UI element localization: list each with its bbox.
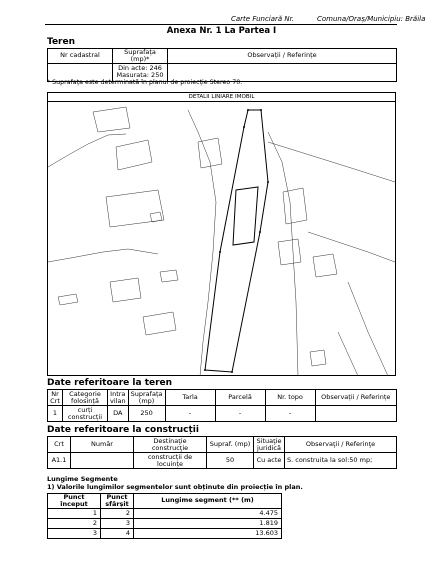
col-intravilan: Intra vilan bbox=[108, 390, 129, 406]
cadastral-map bbox=[48, 102, 395, 376]
constr-situatie-cell: Cu acte bbox=[254, 453, 285, 469]
punct-sfarsit-cell: 4 bbox=[101, 528, 134, 538]
parcel-vertex bbox=[267, 181, 269, 183]
col-observatii: Observații / Referințe bbox=[315, 390, 396, 406]
parcel-vertex bbox=[219, 251, 221, 253]
date-teren-heading: Date referitoare la teren bbox=[47, 378, 173, 388]
lungime-cell: 4.475 bbox=[134, 508, 282, 518]
masurata-value: Masurata: 250 bbox=[116, 71, 164, 80]
col-categorie: Categorie folosință bbox=[63, 390, 108, 406]
neighbor-parcel-line bbox=[338, 332, 358, 376]
col-observatii: Observații / Referințe bbox=[168, 49, 397, 64]
table-row bbox=[48, 518, 282, 528]
constr-observatii-cell: S. construita la sol:50 mp; bbox=[285, 453, 397, 469]
constr-supraf-cell: 50 bbox=[207, 453, 254, 469]
comuna-label: Comuna/Oraș/Municipiu: Brăila bbox=[317, 15, 426, 23]
neighbor-parcel-line bbox=[348, 282, 388, 376]
parcel-vertex bbox=[243, 126, 245, 128]
parcel-vertex bbox=[260, 109, 262, 111]
punct-inceput-cell: 3 bbox=[48, 528, 101, 538]
col-tarla: Tarla bbox=[165, 390, 215, 406]
col-observatii: Observaţii / Referinţe bbox=[285, 437, 397, 453]
col-nr-crt: Nr Crt bbox=[48, 390, 63, 406]
parcel-vertex bbox=[247, 109, 249, 111]
header-divider bbox=[45, 24, 397, 25]
teren-nr-cell: 1 bbox=[48, 406, 63, 422]
stereo-note: * Suprafața este determinată în planul de proiecție Stereo 70. bbox=[47, 79, 243, 86]
subject-parcel bbox=[205, 110, 268, 372]
neighbor-building bbox=[160, 270, 178, 282]
constr-crt-cell: A1.1 bbox=[48, 453, 71, 469]
neighbor-building bbox=[283, 188, 307, 224]
col-suprafata: Suprafața (mp) bbox=[128, 390, 165, 406]
neighbor-building bbox=[93, 107, 130, 132]
neighbor-parcel-line bbox=[188, 110, 216, 376]
lungime-subheading: 1) Valorile lungimilor segmentelor sunt obținute din proiecție în plan. bbox=[47, 483, 303, 491]
col-punct-sfarsit: Punct sfârșit bbox=[101, 494, 134, 509]
date-teren-table bbox=[47, 389, 397, 422]
col-suprafata: Suprafața (mp)* bbox=[113, 49, 168, 64]
neighbor-parcel-line bbox=[48, 249, 158, 262]
map-title: DETALII LINIARE IMOBIL bbox=[48, 93, 395, 102]
neighbor-building bbox=[110, 278, 141, 302]
teren-categorie-cell: curți construcții bbox=[63, 406, 108, 422]
din-acte-value: Din acte: 246 bbox=[118, 64, 162, 73]
punct-sfarsit-cell: 2 bbox=[101, 508, 134, 518]
map-panel bbox=[47, 92, 396, 376]
punct-inceput-cell: 1 bbox=[48, 508, 101, 518]
neighbor-building bbox=[116, 140, 152, 170]
col-destinatie: Destinaţie construcţie bbox=[134, 437, 207, 453]
col-punct-inceput: Punct început bbox=[48, 494, 101, 509]
punct-sfarsit-cell: 3 bbox=[101, 518, 134, 528]
lungime-heading: Lungime Segmente bbox=[47, 475, 118, 483]
neighbor-building bbox=[310, 350, 326, 366]
page-title: Anexa Nr. 1 La Partea I bbox=[166, 26, 277, 36]
teren-parcela-cell: - bbox=[215, 406, 265, 422]
lungime-cell: 1.819 bbox=[134, 518, 282, 528]
lungime-cell: 13.603 bbox=[134, 528, 282, 538]
neighbor-parcel-line bbox=[48, 134, 126, 167]
teren-tarla-cell: - bbox=[165, 406, 215, 422]
table-row bbox=[48, 508, 282, 518]
subject-building bbox=[233, 187, 258, 245]
col-nr-cadastral: Nr cadastral bbox=[48, 49, 113, 64]
col-lungime: Lungime segment (** (m) bbox=[134, 494, 282, 509]
neighbor-parcel-line bbox=[268, 142, 395, 182]
constr-numar-cell bbox=[71, 453, 134, 469]
teren-suprafata-cell: 250 bbox=[128, 406, 165, 422]
teren-heading: Teren bbox=[47, 37, 75, 47]
date-constructii-table bbox=[47, 436, 397, 469]
lungime-table bbox=[47, 493, 282, 539]
parcel-vertex bbox=[259, 231, 261, 233]
punct-inceput-cell: 2 bbox=[48, 518, 101, 528]
col-nr-topo: Nr. topo bbox=[265, 390, 315, 406]
neighbor-building bbox=[143, 312, 176, 335]
table-row bbox=[48, 528, 282, 538]
col-supraf: Supraf. (mp) bbox=[207, 437, 254, 453]
parcel-vertex bbox=[231, 371, 233, 373]
neighbor-parcel-line bbox=[308, 232, 395, 262]
constr-destinatie-cell: construcții de locuințe bbox=[134, 453, 207, 469]
neighbor-building bbox=[278, 239, 301, 265]
teren-table bbox=[47, 48, 397, 82]
teren-observatii-cell bbox=[315, 406, 396, 422]
teren-intravilan-cell: DA bbox=[108, 406, 129, 422]
col-numar: Număr bbox=[71, 437, 134, 453]
neighbor-building bbox=[58, 294, 78, 305]
col-situatie: Situaţie juridică bbox=[254, 437, 285, 453]
col-crt: Crt bbox=[48, 437, 71, 453]
neighbor-building bbox=[150, 212, 162, 222]
parcel-vertex bbox=[204, 369, 206, 371]
carte-funciara-label: Carte Funciară Nr. bbox=[231, 15, 295, 23]
neighbor-building bbox=[313, 254, 337, 277]
teren-topo-cell: - bbox=[265, 406, 315, 422]
neighbor-parcel-line bbox=[268, 132, 298, 376]
date-constructii-heading: Date referitoare la construcții bbox=[47, 425, 199, 435]
col-parcela: Parcelă bbox=[215, 390, 265, 406]
